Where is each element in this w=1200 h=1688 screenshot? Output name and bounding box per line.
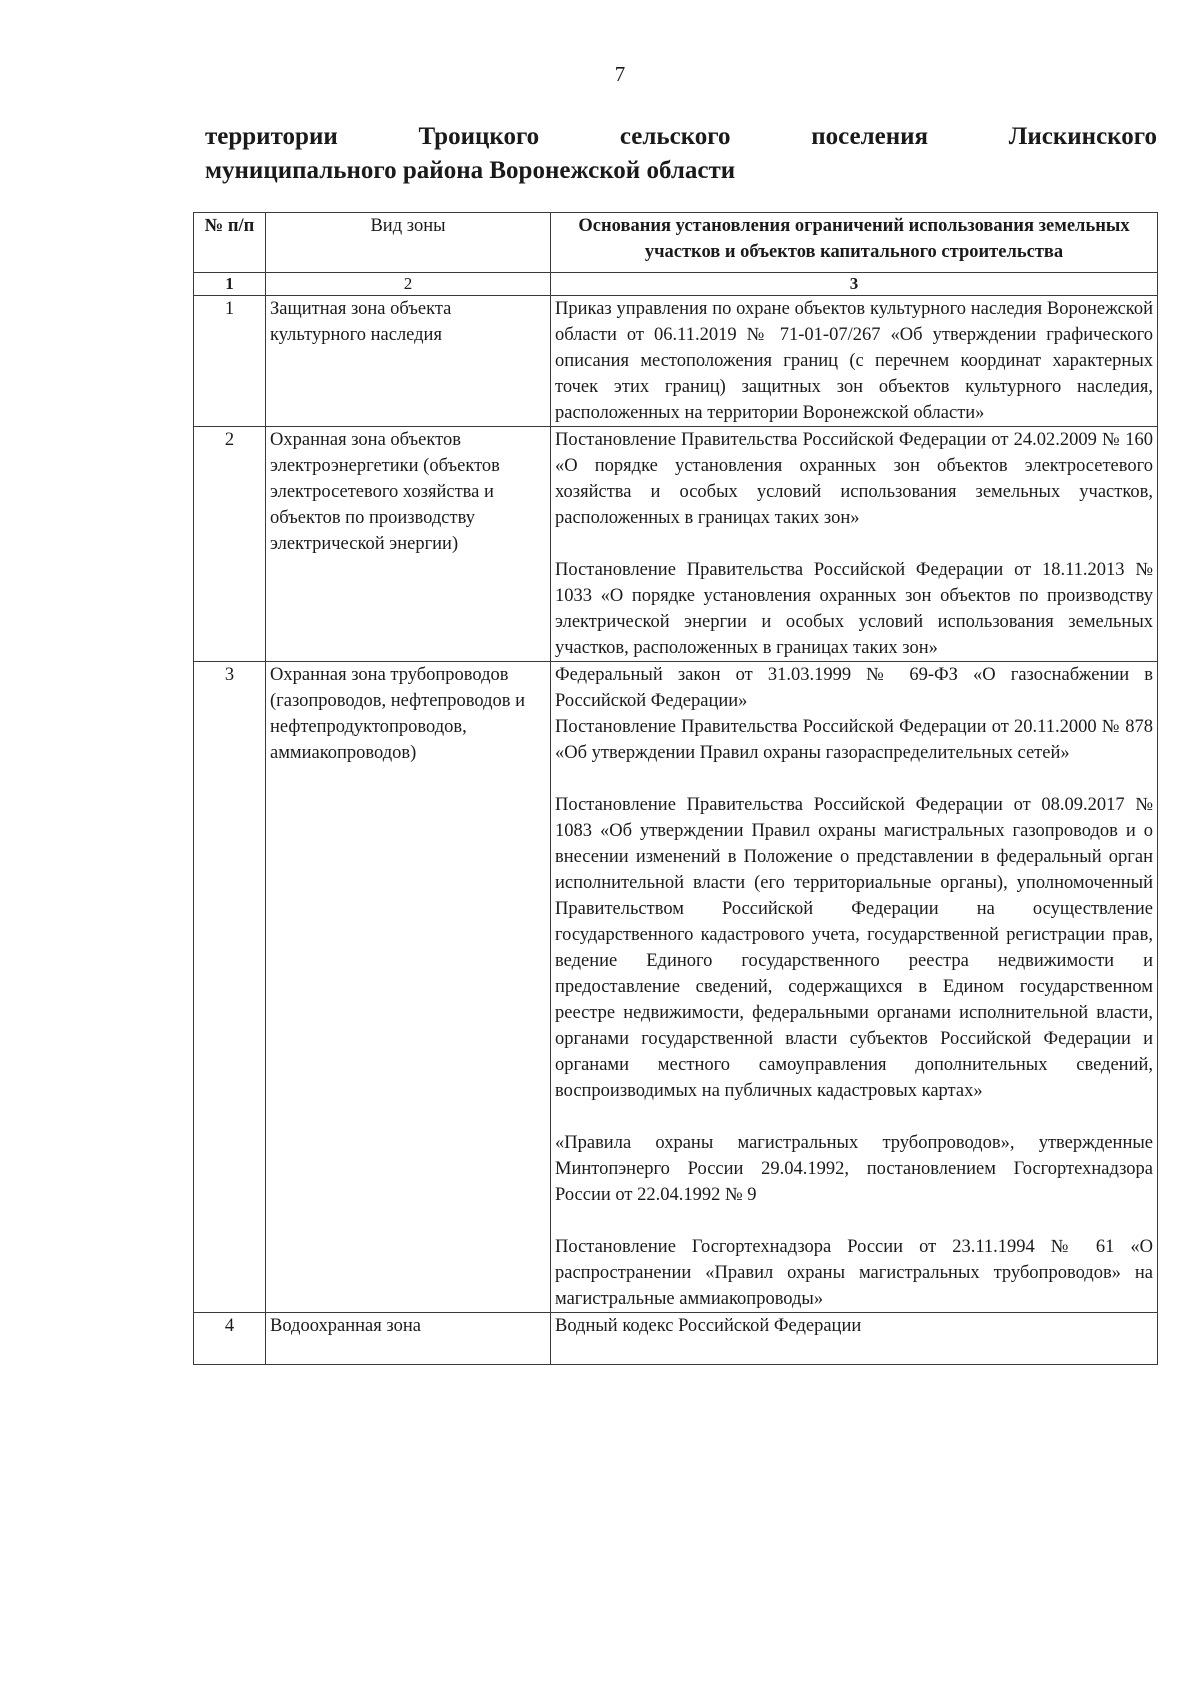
basis-paragraph: Постановление Правительства Российской Федерации от 18.11.2013 № 1033 «О порядке установления охранных зон объектов по производству электрической энергии и особых условий использования земельных участков, расположенных в границах таких зон» — [555, 560, 1153, 658]
basis-paragraph: «Правила охраны магистральных трубопроводов», утвержденные Минтопэнерго России 29.04.1992, постановлением Госгортехнадзора России от 22.04.1992 № 9 — [555, 1133, 1153, 1205]
table-row — [194, 1313, 1158, 1365]
zone-type: Охранная зона объектов электроэнергетики (объектов электросетевого хозяйства и объектов по производству электрической энергии) — [266, 427, 551, 662]
basis-cell — [551, 427, 1158, 662]
document-heading — [205, 120, 1157, 188]
row-number: 4 — [194, 1313, 266, 1365]
basis-paragraph: Федеральный закон от 31.03.1999 № 69-ФЗ «О газоснабжении в Российской Федерации» — [555, 665, 1153, 711]
zone-type: Водоохранная зона — [266, 1313, 551, 1365]
heading-line-2: муниципального района Воронежской области — [205, 157, 736, 184]
basis-cell — [551, 1313, 1158, 1365]
table-row — [194, 662, 1158, 1313]
zone-type: Защитная зона объекта культурного наследия — [266, 296, 551, 427]
basis-cell — [551, 662, 1158, 1313]
basis-cell — [551, 296, 1158, 427]
column-number-row — [194, 273, 1158, 296]
row-number: 3 — [194, 662, 266, 1313]
column-number-1: 1 — [194, 273, 266, 296]
heading-line-1: территории Троицкого сельского поселения Лискинского — [205, 123, 1157, 150]
column-number-3: 3 — [551, 273, 1158, 296]
page-number: 7 — [614, 62, 626, 86]
table-row — [194, 427, 1158, 662]
row-number: 2 — [194, 427, 266, 662]
table-row — [194, 296, 1158, 427]
basis-paragraph: Постановление Правительства Российской Федерации от 24.02.2009 № 160 «О порядке установления охранных зон объектов электросетевого хозяйства и особых условий использования земельных участков, расположенных в границах таких зон» — [555, 430, 1153, 528]
table-header-row — [194, 213, 1158, 273]
header-zone-type: Вид зоны — [266, 213, 551, 273]
column-number-2: 2 — [266, 273, 551, 296]
header-basis: Основания установления ограничений использования земельных участков и объектов капитального строительства — [551, 213, 1158, 273]
zones-table — [193, 212, 1158, 1365]
row-number: 1 — [194, 296, 266, 427]
basis-paragraph: Постановление Правительства Российской Федерации от 08.09.2017 № 1083 «Об утверждении Правил охраны магистральных газопроводов и о внесении изменений в Положение о представлении в федеральный орган исполнительной власти (его территориальные органы), уполномоченный Правительством Российской Федерации на осуществление государственного кадастрового учета, государственной регистрации прав, ведение Единого государственного реестра недвижимости и предоставление сведений, содержащихся в Едином государственном реестре недвижимости, федеральными органами исполнительной власти, органами государственной власти субъектов Российской Федерации и органами местного самоуправления дополнительных сведений, воспроизводимых на публичных кадастровых картах» — [555, 795, 1153, 1101]
basis-paragraph: Постановление Правительства Российской Федерации от 20.11.2000 № 878 «Об утверждении Правил охраны газораспределительных сетей» — [555, 717, 1153, 763]
basis-paragraph: Постановление Госгортехнадзора России от 23.11.1994 № 61 «О распространении «Правил охраны магистральных трубопроводов» на магистральные аммиакопроводы» — [555, 1237, 1153, 1309]
zone-type: Охранная зона трубопроводов (газопроводов, нефтепроводов и нефтепродуктопроводов, аммиакопроводов) — [266, 662, 551, 1313]
basis-paragraph: Водный кодекс Российской Федерации — [555, 1316, 862, 1336]
header-number: № п/п — [194, 213, 266, 273]
basis-paragraph: Приказ управления по охране объектов культурного наследия Воронежской области от 06.11.2019 № 71-01-07/267 «Об утверждении графического описания местоположения границ (с перечнем координат характерных точек этих границ) защитных зон объектов культурного наследия, расположенных на территории Воронежской области» — [555, 299, 1153, 423]
